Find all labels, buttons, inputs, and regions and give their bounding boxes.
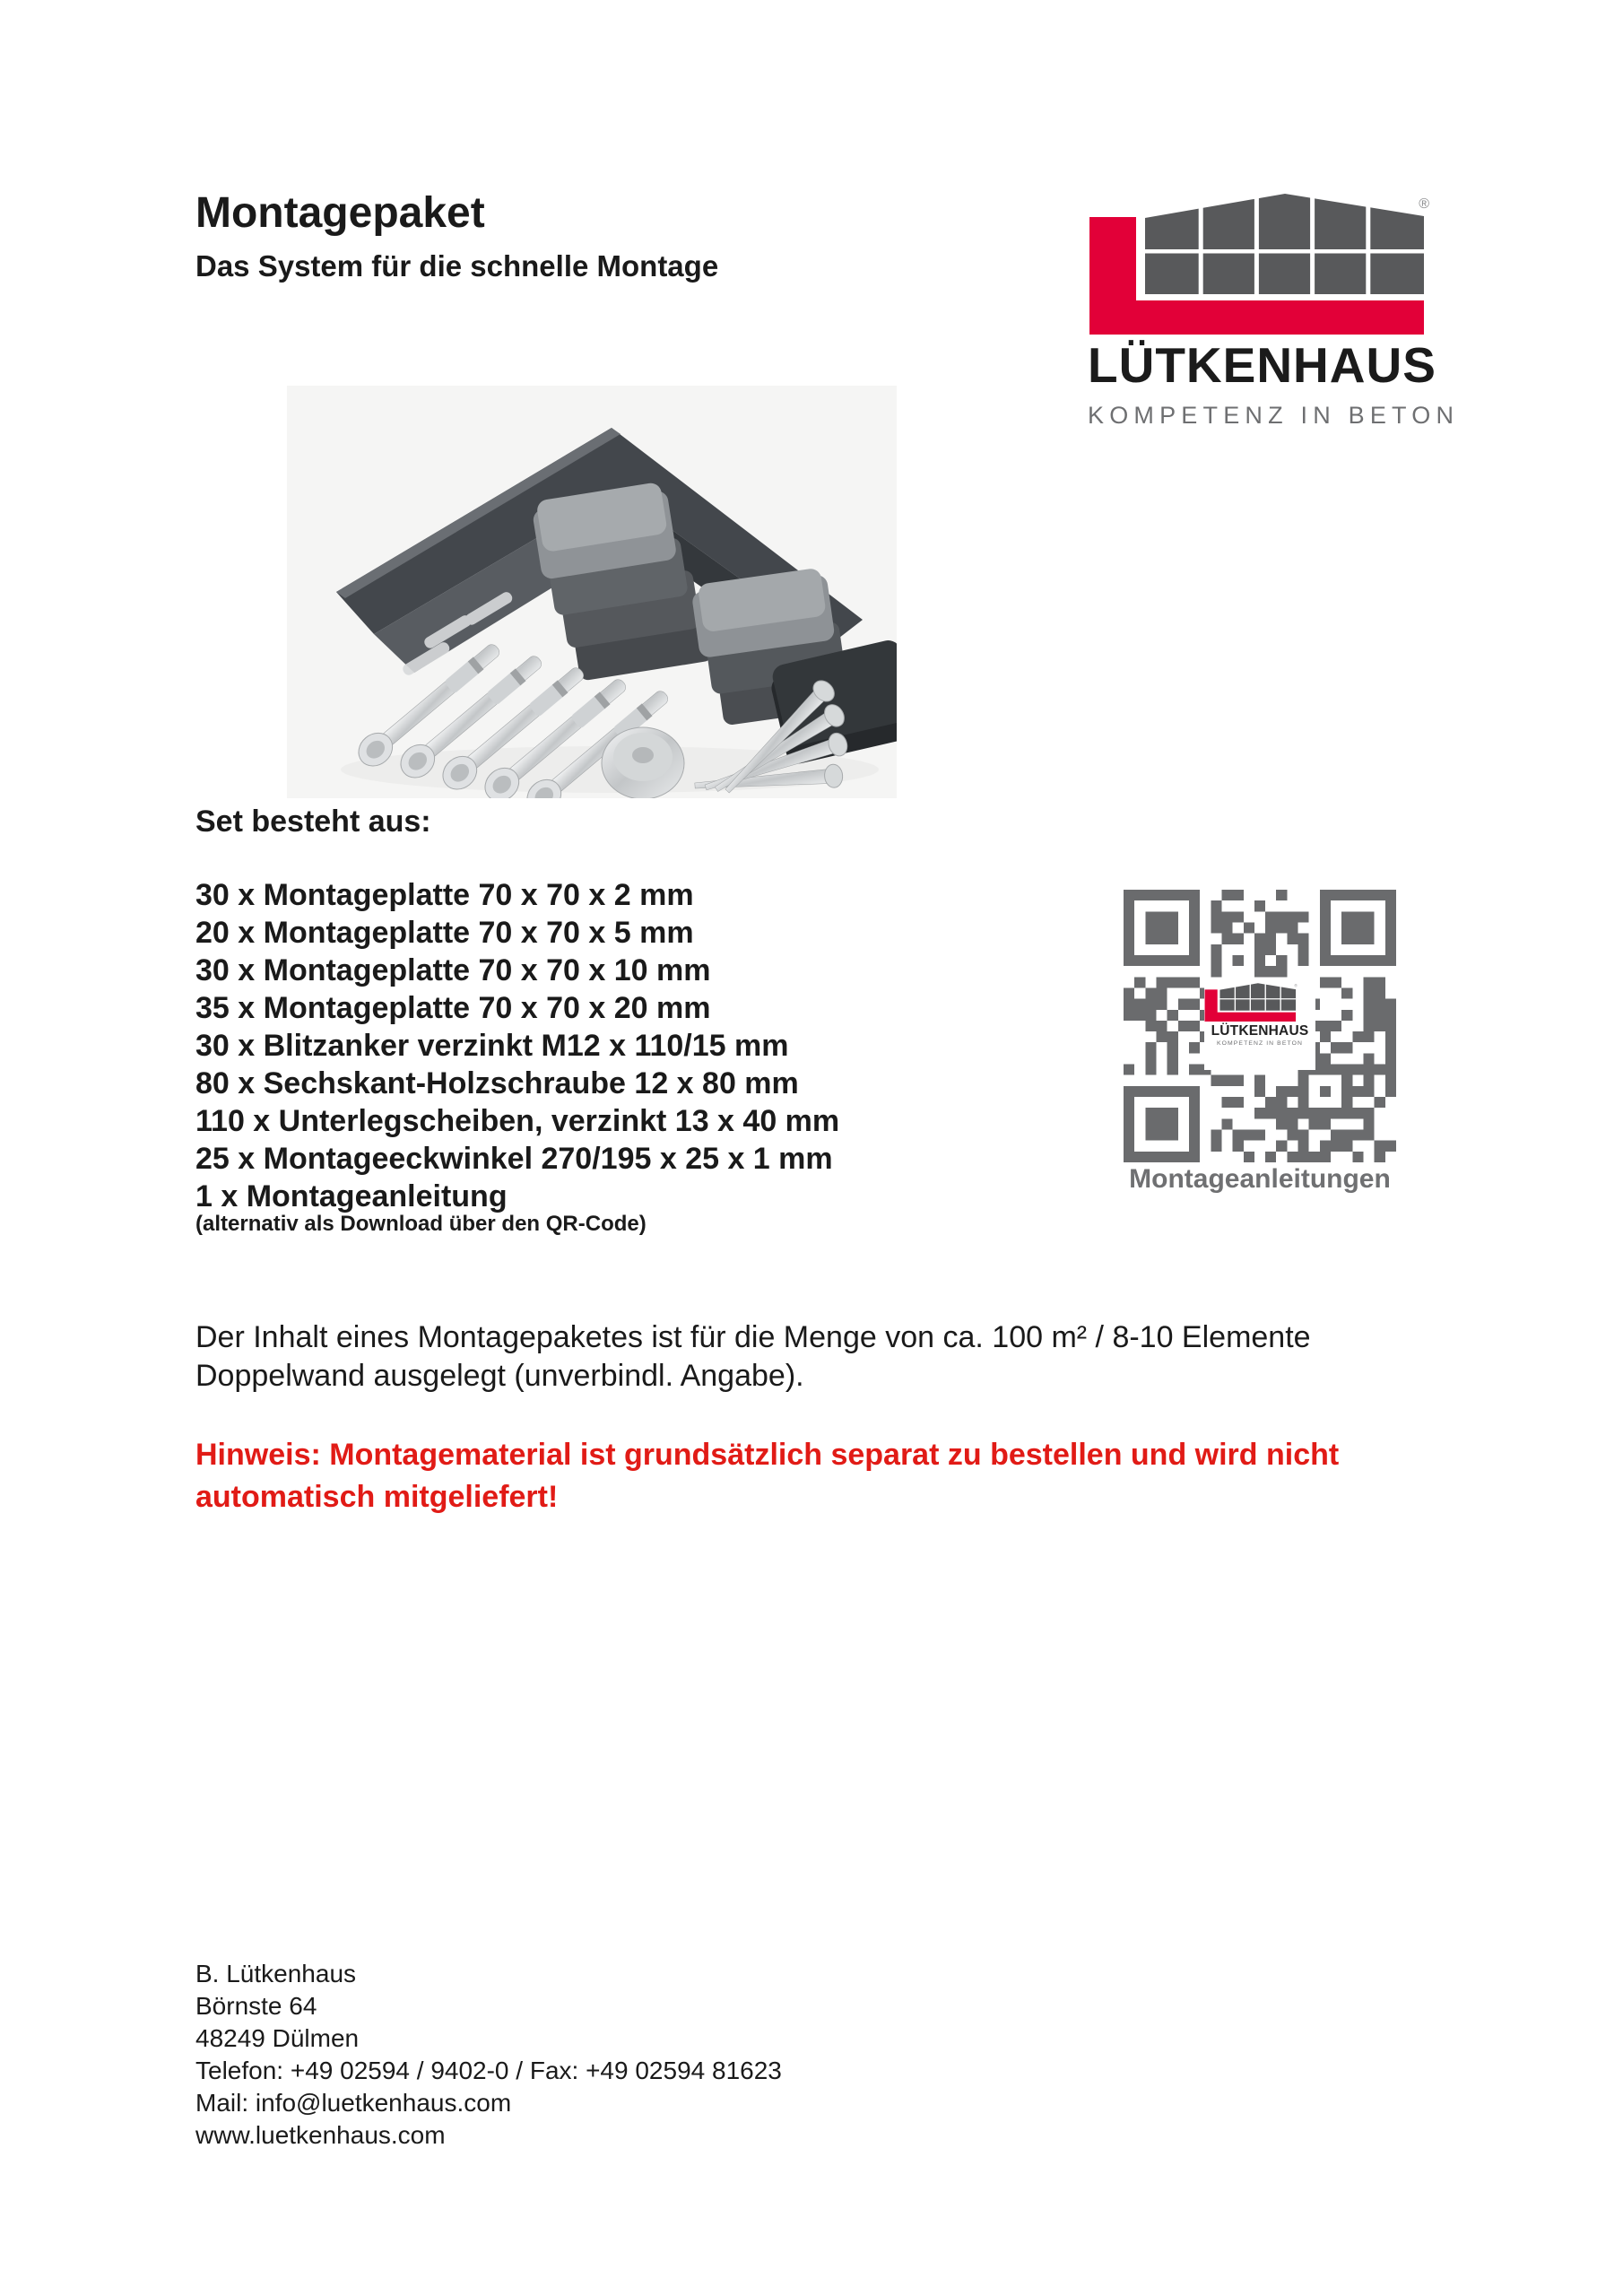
set-list-item: 25 x Montageeckwinkel 270/195 x 25 x 1 mm [195, 1142, 833, 1176]
set-list-item: 35 x Montageplatte 70 x 70 x 20 mm [195, 991, 711, 1025]
set-list-item: 30 x Montageplatte 70 x 70 x 10 mm [195, 953, 711, 987]
qr-caption: Montageanleitungen [1129, 1164, 1391, 1194]
footer-line: Telefon: +49 02594 / 9402-0 / Fax: +49 02594 81623 [195, 2057, 782, 2084]
set-heading: Set besteht aus: [195, 804, 431, 839]
company-logo-name: LÜTKENHAUS [1088, 337, 1436, 393]
product-photo [287, 386, 897, 798]
footer-line: 48249 Dülmen [195, 2024, 360, 2052]
qr-center-logo [1204, 978, 1315, 1070]
set-list-item: 30 x Montageplatte 70 x 70 x 2 mm [195, 878, 694, 912]
qr-logo-tagline: KOMPETENZ IN BETON [1217, 1039, 1303, 1047]
set-list-item: 20 x Montageplatte 70 x 70 x 5 mm [195, 916, 694, 950]
footer-line: www.luetkenhaus.com [195, 2121, 446, 2149]
qr-code [1124, 890, 1396, 1162]
footer-line: B. Lütkenhaus [195, 1960, 357, 1987]
set-list-item: 30 x Blitzanker verzinkt M12 x 110/15 mm [195, 1029, 789, 1063]
set-list-item: 80 x Sechskant-Holzschraube 12 x 80 mm [195, 1066, 799, 1100]
set-list-item: 1 x Montageanleitung [195, 1179, 508, 1213]
set-list [195, 876, 839, 1215]
footer-line: Mail: info@luetkenhaus.com [195, 2089, 512, 2117]
qr-logo-name: LÜTKENHAUS [1211, 1023, 1309, 1039]
set-list-item: 110 x Unterlegscheiben, verzinkt 13 x 40 mm [195, 1104, 840, 1138]
disc-graphic [602, 727, 684, 798]
qr-center-logo-icon [1204, 983, 1298, 1022]
set-note: (alternativ als Download über den QR-Code) [195, 1212, 647, 1236]
page-title: Montagepaket [195, 189, 485, 237]
company-logo [1088, 193, 1460, 429]
footer-address [195, 1958, 782, 2152]
qr-block [1124, 890, 1396, 1193]
notice-text: Hinweis: Montagematerial ist grundsätzlich separat zu bestellen und wird nicht automatisch mitgeliefert! [195, 1438, 1340, 1514]
footer-line: Börnste 64 [195, 1992, 317, 2020]
page-subtitle: Das System für die schnelle Montage [195, 249, 719, 283]
company-logo-icon [1088, 193, 1430, 335]
body-paragraph: Der Inhalt eines Montagepaketes ist für die Menge von ca. 100 m² / 8-10 Elemente Doppelwand ausgelegt (unverbindl. Angabe). [195, 1320, 1311, 1393]
company-logo-tagline: KOMPETENZ IN BETON [1088, 402, 1460, 429]
